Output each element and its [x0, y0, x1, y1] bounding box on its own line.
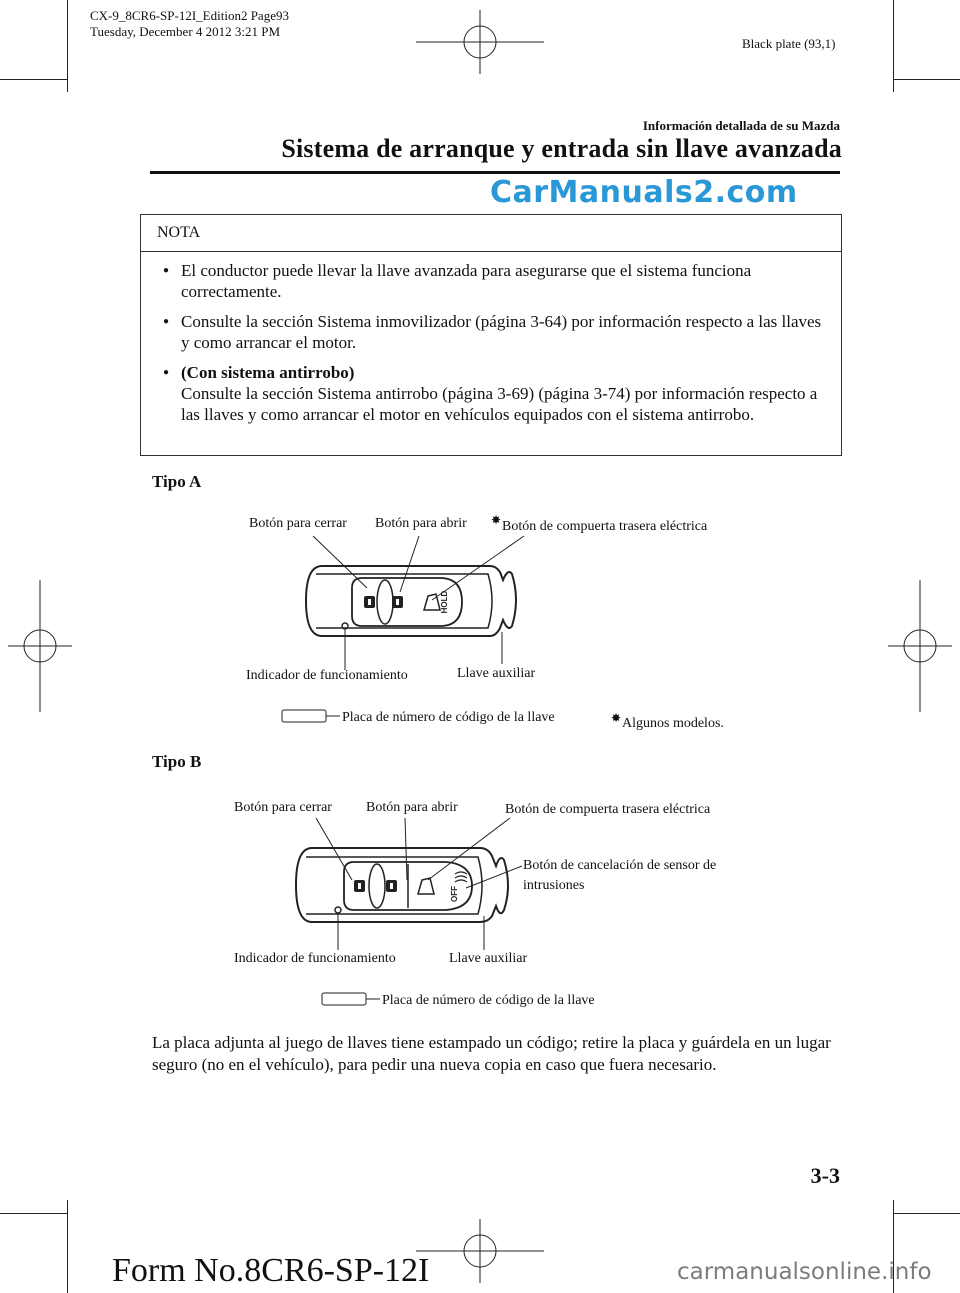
print-header-line2: Tuesday, December 4 2012 3:21 PM — [90, 24, 281, 39]
tipo-b-title: Tipo B — [152, 752, 202, 771]
note-item: ● El conductor puede llevar la llave avanzada para asegurarse que el sistema funciona correctamente. — [163, 260, 825, 302]
body-paragraph: La placa adjunta al juego de llaves tiene estampado un código; retire la placa y guárdela en un lugar seguro (no en el vehículo), para pedir una nueva copia en caso que fuera necesario. — [152, 1033, 831, 1074]
tipo-b-indicator-label: Indicador de funcionamiento — [234, 951, 396, 966]
tipo-b-lock-label: Botón para cerrar — [234, 800, 332, 815]
page-number: 3-3 — [810, 1163, 840, 1188]
tipo-a-liftgate-label: Botón de compuerta trasera eléctrica — [502, 519, 708, 534]
tipo-a-code-plate-label: Placa de número de código de la llave — [342, 710, 555, 725]
tipo-b-liftgate-label: Botón de compuerta trasera eléctrica — [505, 802, 711, 817]
tipo-b-intrusion-label: Botón de cancelación de sensor de intrusiones — [523, 858, 717, 893]
plate-label: Black plate (93,1) — [742, 36, 836, 51]
key-a-hold-text: HOLD — [440, 590, 449, 614]
tipo-a-footnote: Algunos modelos. — [622, 716, 724, 731]
note-item: ● (Con sistema antirrobo) Consulte la sección Sistema antirrobo (página 3-69) (página 3-74) por información respecto a las llaves y como arrancar el motor en vehículos equipados con el sistema antirrobo. — [163, 362, 825, 425]
form-number: Form No.8CR6-SP-12I — [112, 1252, 430, 1289]
tipo-b-code-plate-label: Placa de número de código de la llave — [382, 993, 595, 1008]
tipo-a-aux-key-label: Llave auxiliar — [457, 666, 536, 681]
tipo-a-title: Tipo A — [152, 472, 202, 491]
asterisk-mark: ✸ — [611, 711, 622, 725]
watermark-bottom: carmanualsonline.info — [677, 1259, 932, 1285]
asterisk-mark: ✸ — [491, 513, 502, 527]
tipo-b-unlock-label: Botón para abrir — [366, 800, 458, 815]
tipo-a-unlock-label: Botón para abrir — [375, 516, 467, 531]
print-header-line1: CX-9_8CR6-SP-12I_Edition2 Page93 — [90, 8, 289, 23]
key-b-off-text: OFF — [450, 886, 459, 902]
note-heading: NOTA — [141, 215, 841, 252]
tipo-a-lock-label: Botón para cerrar — [249, 516, 347, 531]
page-title: Sistema de arranque y entrada sin llave avanzada — [281, 134, 842, 163]
watermark-top: CarManuals2.com — [490, 175, 798, 210]
note-item: ● Consulte la sección Sistema inmovilizador (página 3-64) por información respecto a las llaves y como arrancar el motor. — [163, 311, 825, 353]
tipo-a-indicator-label: Indicador de funcionamiento — [246, 668, 408, 683]
section-label: Información detallada de su Mazda — [642, 118, 840, 133]
tipo-b-aux-key-label: Llave auxiliar — [449, 951, 528, 966]
